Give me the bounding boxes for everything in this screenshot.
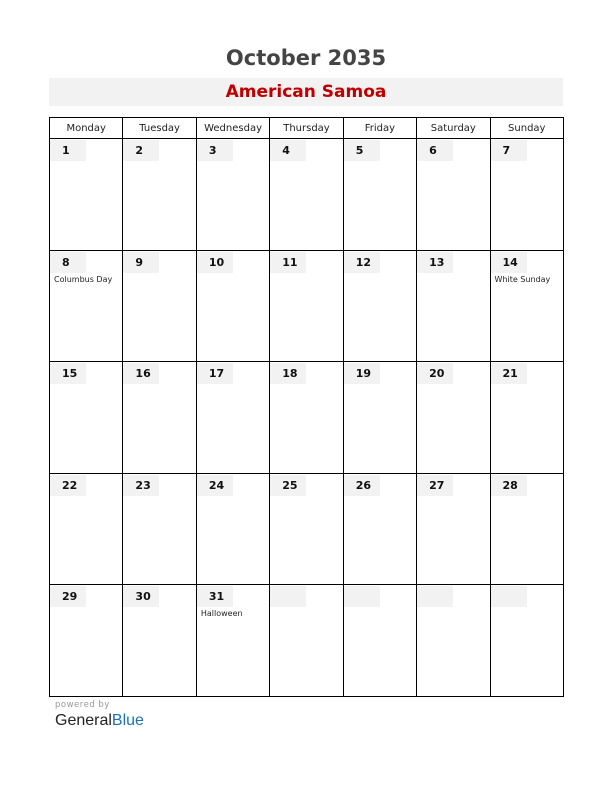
empty-day-cell xyxy=(417,585,490,697)
day-number: 1 xyxy=(50,140,86,161)
day-number: 25 xyxy=(270,475,306,496)
day-number: 31 xyxy=(197,586,233,607)
day-number: 10 xyxy=(197,252,233,273)
day-cell xyxy=(196,585,269,697)
day-cell xyxy=(123,250,196,362)
day-number: 15 xyxy=(50,363,86,384)
day-cell xyxy=(343,473,416,585)
week-row xyxy=(50,473,564,585)
brand-name-part2: Blue xyxy=(111,712,144,729)
day-number: 7 xyxy=(491,140,527,161)
week-row xyxy=(50,250,564,362)
day-cell xyxy=(270,250,343,362)
day-number xyxy=(344,586,380,607)
brand-logo[interactable] xyxy=(55,712,144,730)
day-number: 2 xyxy=(123,140,159,161)
weekday-header: Tuesday xyxy=(123,118,196,139)
day-cell xyxy=(50,362,123,474)
empty-day-cell xyxy=(490,585,563,697)
empty-day-cell xyxy=(343,585,416,697)
day-number xyxy=(270,586,306,607)
day-number: 17 xyxy=(197,363,233,384)
holiday-label: Halloween xyxy=(200,609,243,619)
day-number: 24 xyxy=(197,475,233,496)
day-number xyxy=(491,586,527,607)
day-cell xyxy=(196,473,269,585)
day-cell xyxy=(270,362,343,474)
day-cell xyxy=(270,139,343,251)
weekday-header: Wednesday xyxy=(196,118,269,139)
day-cell xyxy=(123,139,196,251)
day-number: 16 xyxy=(123,363,159,384)
day-number: 28 xyxy=(491,475,527,496)
week-row xyxy=(50,139,564,251)
day-number: 8 xyxy=(50,252,86,273)
day-number: 26 xyxy=(344,475,380,496)
day-cell xyxy=(270,473,343,585)
weekday-header: Friday xyxy=(343,118,416,139)
footer xyxy=(55,700,144,730)
day-cell xyxy=(196,139,269,251)
calendar-grid xyxy=(49,117,564,697)
brand-name-part1: General xyxy=(55,712,112,729)
day-cell xyxy=(343,250,416,362)
calendar-title: October 2035 xyxy=(225,46,387,70)
day-cell xyxy=(123,473,196,585)
day-cell xyxy=(50,473,123,585)
day-cell xyxy=(343,362,416,474)
day-number: 5 xyxy=(344,140,380,161)
day-number: 11 xyxy=(270,252,306,273)
day-number: 21 xyxy=(491,363,527,384)
empty-day-cell xyxy=(270,585,343,697)
day-number: 22 xyxy=(50,475,86,496)
day-number: 13 xyxy=(417,252,453,273)
day-cell xyxy=(490,139,563,251)
day-cell xyxy=(196,250,269,362)
day-cell xyxy=(50,585,123,697)
week-row xyxy=(50,585,564,697)
day-cell xyxy=(417,473,490,585)
day-number: 4 xyxy=(270,140,306,161)
weekday-header: Monday xyxy=(50,118,123,139)
region-banner xyxy=(49,78,563,106)
weekday-header: Thursday xyxy=(270,118,343,139)
day-cell xyxy=(50,250,123,362)
day-number: 29 xyxy=(50,586,86,607)
region-name: American Samoa xyxy=(225,82,387,102)
day-number: 30 xyxy=(123,586,159,607)
weekday-header-row xyxy=(50,118,564,139)
day-cell xyxy=(490,250,563,362)
week-row xyxy=(50,362,564,474)
day-cell xyxy=(50,139,123,251)
day-cell xyxy=(343,139,416,251)
day-cell xyxy=(196,362,269,474)
weekday-header: Saturday xyxy=(417,118,490,139)
day-number: 27 xyxy=(417,475,453,496)
day-number: 18 xyxy=(270,363,306,384)
weekday-header: Sunday xyxy=(490,118,563,139)
day-cell xyxy=(417,139,490,251)
day-cell xyxy=(490,473,563,585)
day-number: 3 xyxy=(197,140,233,161)
powered-by-text: powered by xyxy=(55,700,110,710)
day-cell xyxy=(123,585,196,697)
day-cell xyxy=(490,362,563,474)
day-cell xyxy=(417,362,490,474)
day-number: 20 xyxy=(417,363,453,384)
holiday-label: Columbus Day xyxy=(54,274,113,284)
day-number: 19 xyxy=(344,363,380,384)
day-number: 14 xyxy=(491,252,527,273)
day-cell xyxy=(123,362,196,474)
day-number: 9 xyxy=(123,252,159,273)
day-number: 6 xyxy=(417,140,453,161)
day-cell xyxy=(417,250,490,362)
day-number: 23 xyxy=(123,475,159,496)
day-number: 12 xyxy=(344,252,380,273)
day-number xyxy=(417,586,453,607)
holiday-label: White Sunday xyxy=(494,274,551,284)
